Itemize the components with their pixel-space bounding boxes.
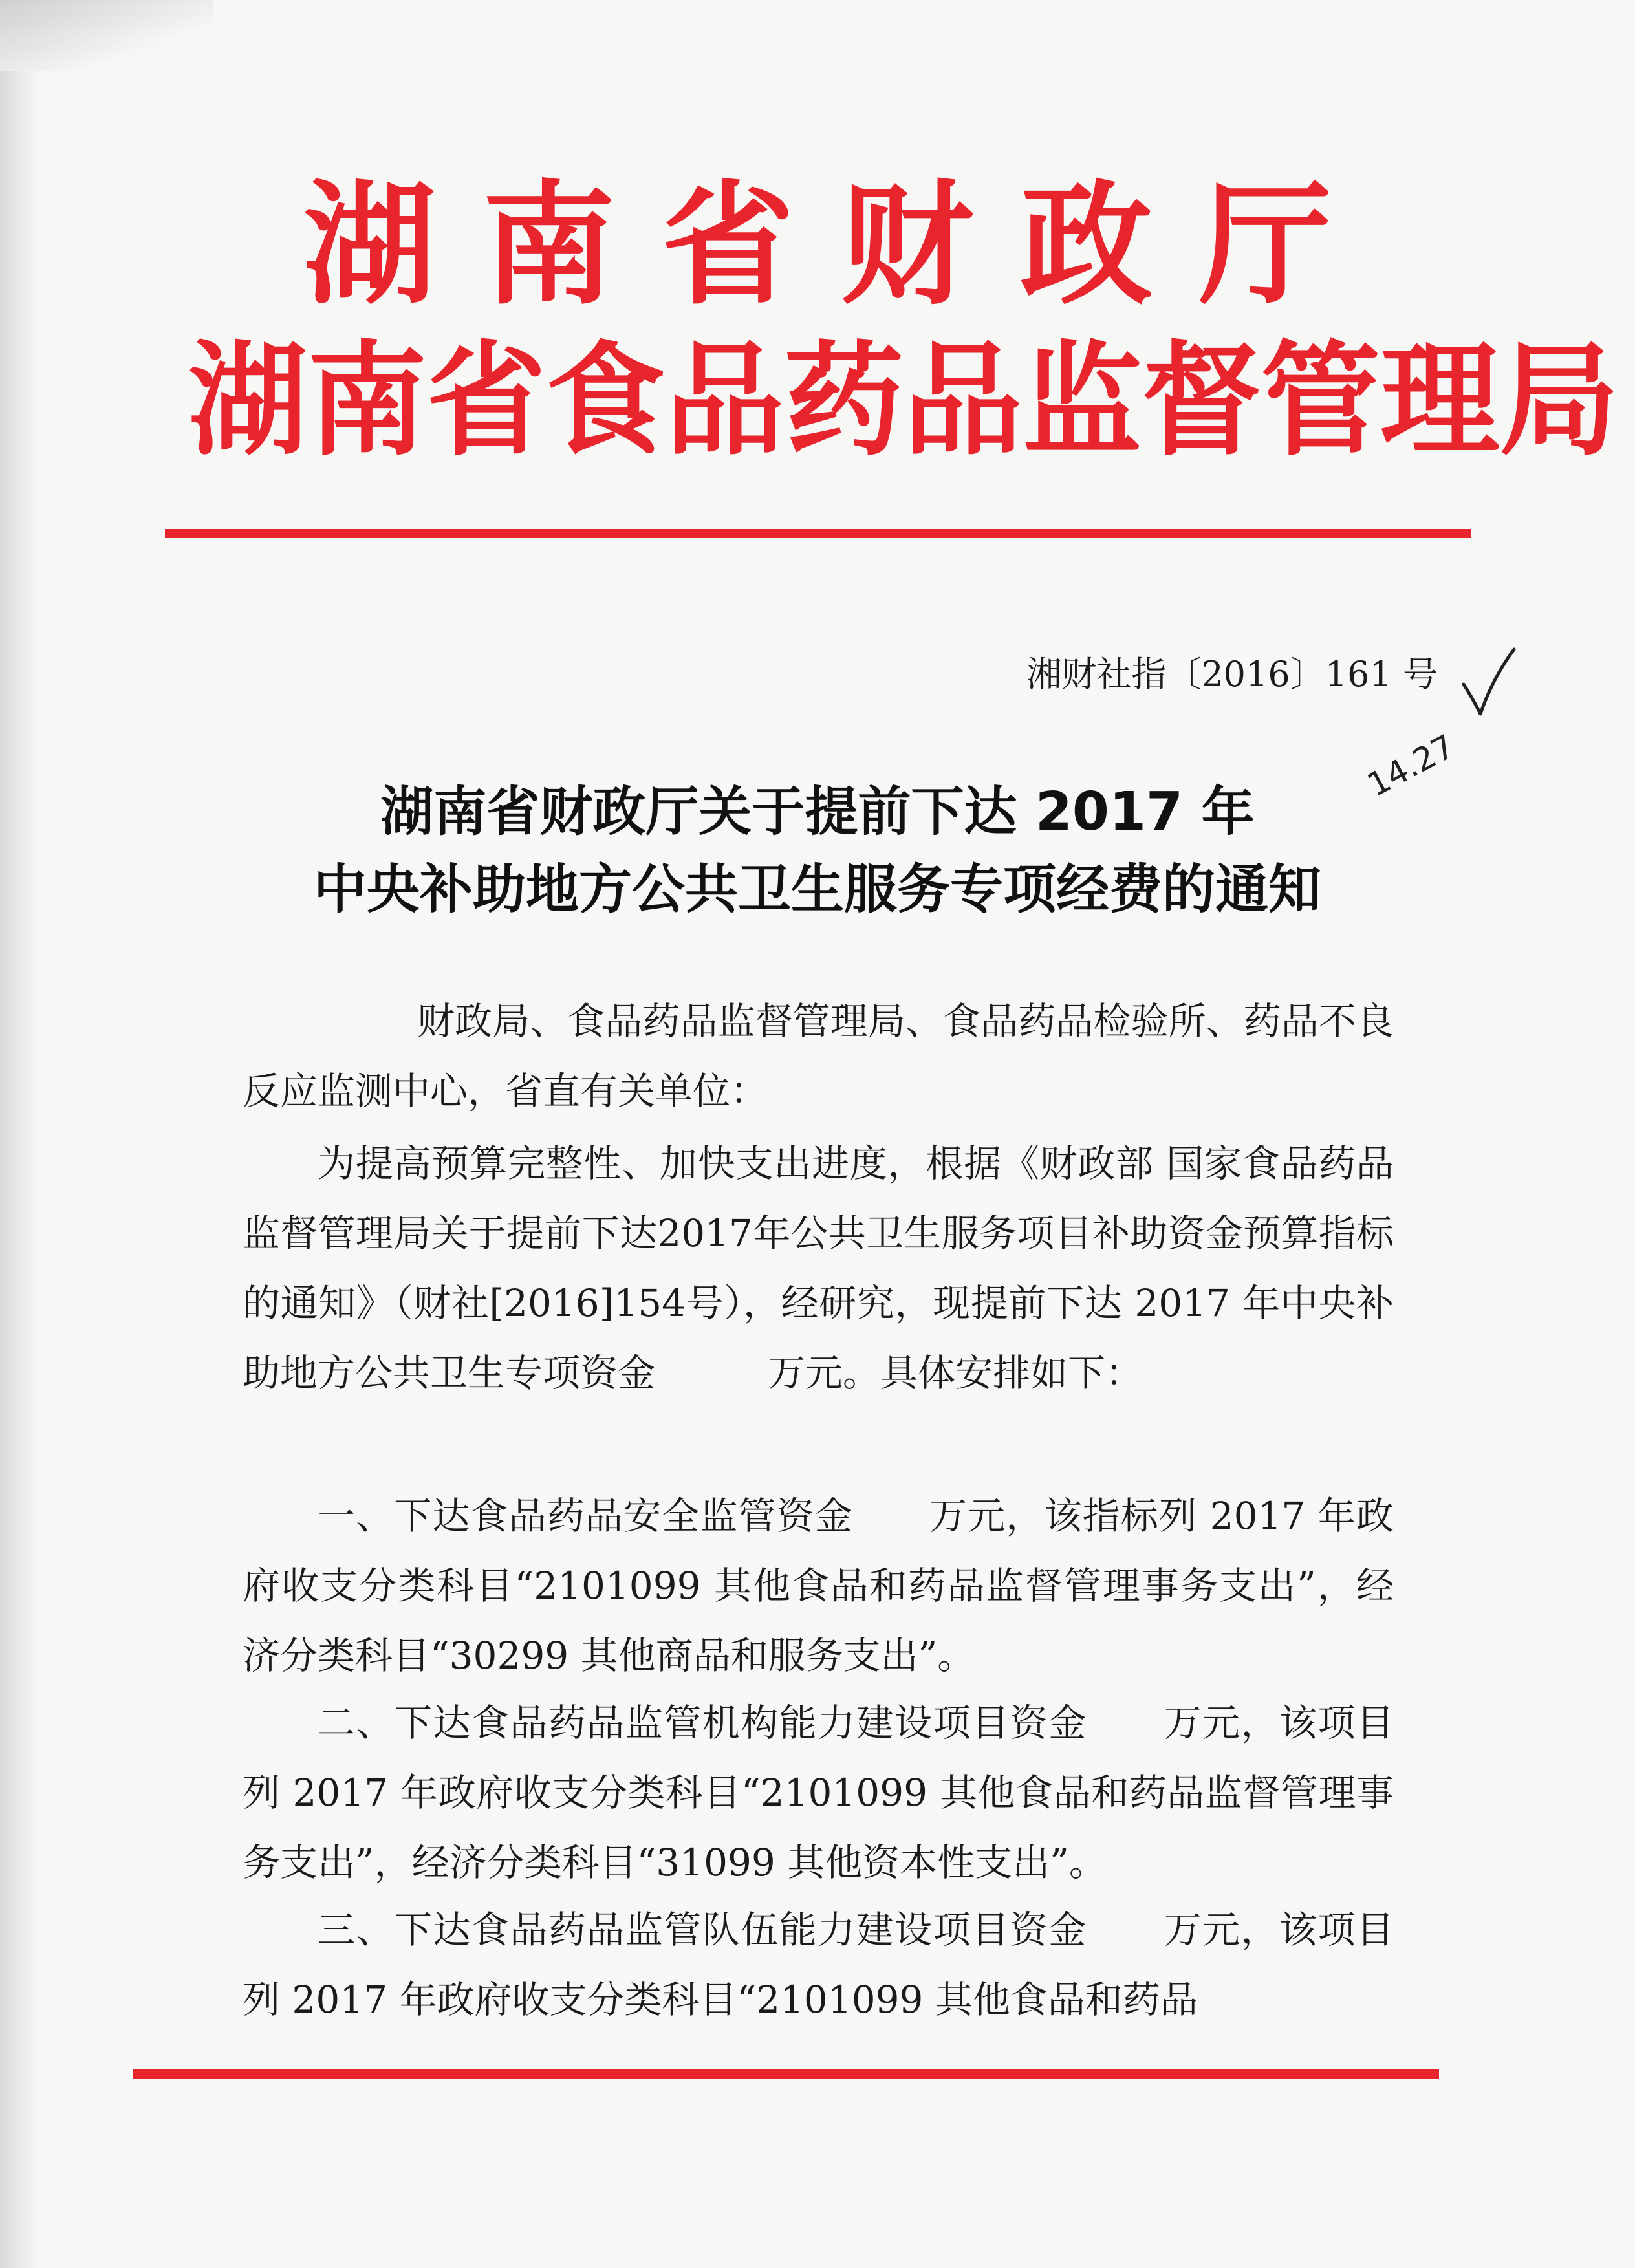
notice-title-line2: 中央补助地方公共卫生服务专项经费的通知 xyxy=(313,859,1321,920)
header-red-rule xyxy=(165,529,1471,538)
issuer-name-finance: 湖南省财政厅 xyxy=(303,169,1378,323)
handwritten-note: 14.27 xyxy=(1361,727,1461,805)
addressee-paragraph: 财政局、食品药品监督管理局、食品药品检验所、药品不良反应监测中心，省直有关单位： xyxy=(243,999,1394,1113)
issuer-name-fda: 湖南省食品药品监督管理局 xyxy=(188,329,1619,472)
intro-paragraph: 为提高预算完整性、加快支出进度，根据《财政部 国家食品药品监督管理局关于提前下达2017年公共卫生服务项目补助资金预算指标的通知》（财社[2016]154号），经研究，现提前下达 2017 年中央补助地方公共卫生专项资金 万元。具体安排如下： xyxy=(243,1141,1394,1395)
check-mark-icon xyxy=(1458,647,1517,718)
scan-edge-shadow xyxy=(0,0,39,2268)
item-2-paragraph: 二、下达食品药品监管机构能力建设项目资金 万元，该项目列 2017 年政府收支分类科目“2101099 其他食品和药品监督管理事务支出”，经济分类科目“31099 其他资本性支出”。 xyxy=(243,1701,1394,1885)
item-1-paragraph: 一、下达食品药品安全监管资金 万元，该指标列 2017 年政府收支分类科目“2101099 其他食品和药品监督管理事务支出”，经济分类科目“30299 其他商品和服务支出”。 xyxy=(243,1494,1394,1678)
scan-corner-shadow xyxy=(0,0,213,71)
document-number: 湘财社指〔2016〕161 号 xyxy=(1026,654,1438,695)
notice-title-line1: 湖南省财政厅关于提前下达 2017 年 xyxy=(380,781,1255,843)
item-3-paragraph: 三、下达食品药品监管队伍能力建设项目资金 万元，该项目列 2017 年政府收支分类科目“2101099 其他食品和药品 xyxy=(243,1908,1394,2022)
footer-red-rule xyxy=(133,2069,1439,2079)
